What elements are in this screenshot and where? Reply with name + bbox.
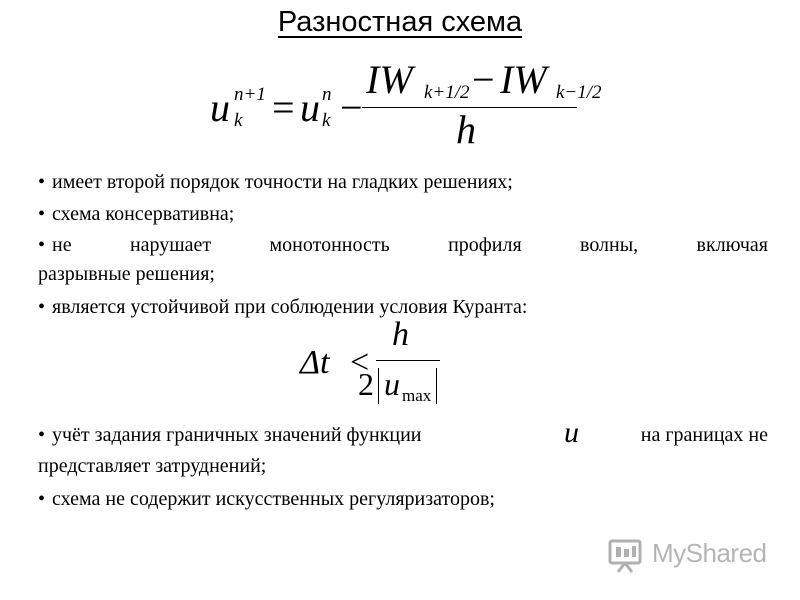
numerator-sub-plus: k+1/2 xyxy=(424,82,470,103)
courant-denominator-coef: 2 xyxy=(358,366,374,402)
bullet: • xyxy=(38,234,46,256)
list-item-text: схема не содержит искусственных регуляризаторов; xyxy=(52,488,495,510)
bullet: • xyxy=(38,203,46,225)
list-item xyxy=(38,416,768,480)
numerator-minus: − xyxy=(472,57,495,102)
logo-text: MyShared xyxy=(652,538,767,568)
courant-fraction-bar xyxy=(376,360,440,361)
list-item-text: не нарушает монотонность профиля волны, включая xyxy=(52,234,768,256)
list-item-text: схема консервативна; xyxy=(52,203,235,225)
minus-sign: − xyxy=(340,85,363,130)
delta-t: Δt xyxy=(300,344,330,381)
myshared-logo xyxy=(606,535,766,575)
less-than-sign: < xyxy=(350,344,370,381)
slide-title: Разностная схема xyxy=(277,6,523,38)
list-item-text: имеет второй порядок точности на гладких решениях; xyxy=(52,171,513,193)
equals-sign: = xyxy=(272,85,295,130)
lhs-sup: n+1 xyxy=(234,84,266,105)
lhs-u: u xyxy=(210,85,230,130)
list-item-text-tail: на границах не xyxy=(640,424,768,446)
bullet: • xyxy=(38,488,46,510)
rhs-sup: n xyxy=(322,84,332,105)
rhs-u: u xyxy=(300,85,320,130)
bullet: • xyxy=(38,424,46,446)
bullet: • xyxy=(38,171,46,193)
courant-denominator-u: u xyxy=(384,366,400,402)
courant-denominator-sub: max xyxy=(402,386,432,405)
list-item xyxy=(38,168,768,196)
abs-bar-left xyxy=(378,368,379,404)
courant-numerator-h: h xyxy=(392,316,409,353)
list-item-text: является устойчивой при соблюдении условия Куранта: xyxy=(52,296,528,318)
projector-screen-icon xyxy=(606,535,646,575)
lhs-sub: k xyxy=(234,110,243,131)
inline-variable-u: u xyxy=(564,416,579,449)
list-item-text: учёт задания граничных значений функции xyxy=(52,424,422,446)
difference-scheme-formula xyxy=(210,57,602,154)
courant-condition-formula xyxy=(300,316,450,412)
numerator-iw-plus: IW xyxy=(366,57,413,102)
list-item xyxy=(38,485,768,513)
list-item-continuation: представляет затруднений; xyxy=(38,455,267,477)
bullet: • xyxy=(38,296,46,318)
list-item-continuation: разрывные решения; xyxy=(38,263,215,285)
numerator-sub-minus: k−1/2 xyxy=(556,82,602,103)
numerator-iw-minus: IW xyxy=(500,57,547,102)
rhs-sub: k xyxy=(322,110,331,131)
abs-bar-right xyxy=(436,368,437,404)
list-item xyxy=(38,231,768,288)
denominator-h: h xyxy=(456,107,476,152)
list-item-line xyxy=(38,231,768,259)
list-item xyxy=(38,200,768,228)
